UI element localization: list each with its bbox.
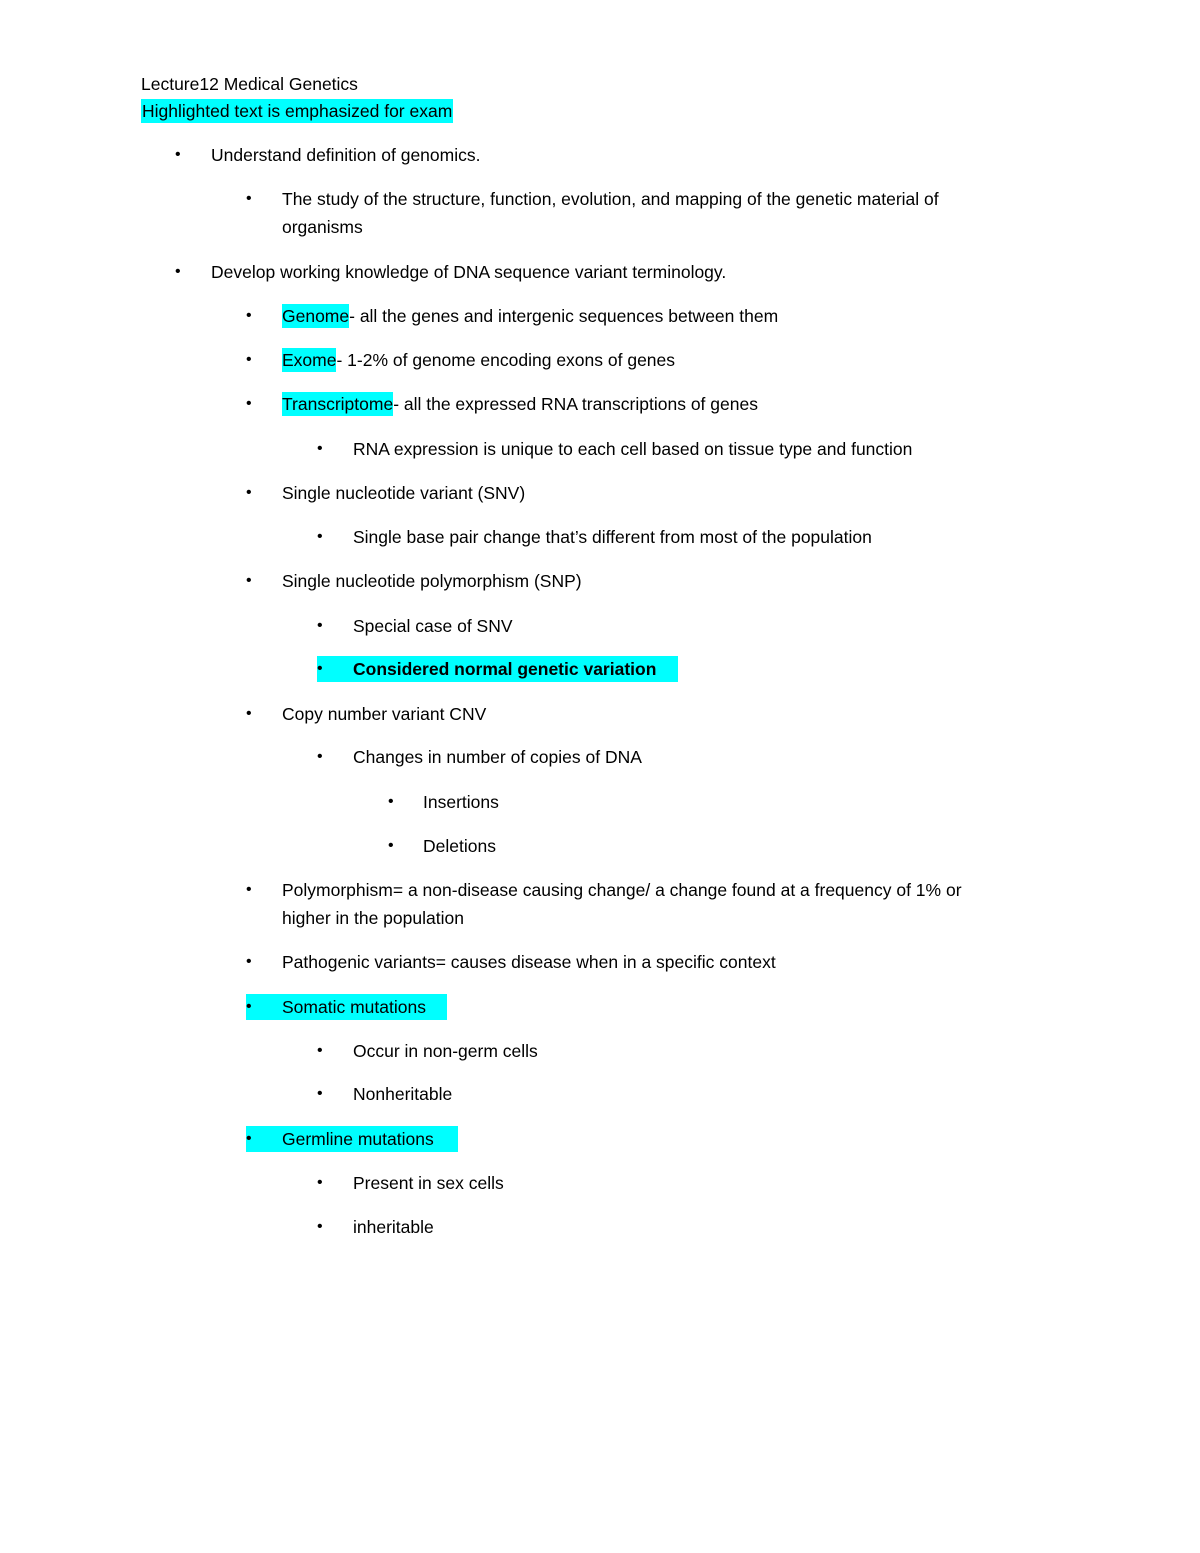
genome-definition: - all the genes and intergenic sequences between them: [349, 306, 779, 326]
rna-note: RNA expression is unique to each cell based on tissue type and function: [353, 439, 913, 459]
bullet: •: [388, 837, 394, 854]
bullet: •: [317, 1042, 323, 1059]
bullet: •: [246, 484, 252, 501]
bullet: •: [317, 748, 323, 765]
polymorphism-line1: Polymorphism= a non-disease causing change/ a change found at a frequency of 1% or: [282, 880, 962, 900]
insertions-item: Insertions: [423, 792, 499, 812]
bullet: •: [246, 881, 252, 898]
bullet: •: [246, 190, 252, 207]
cnv-item: Copy number variant CNV: [282, 704, 487, 724]
exome-item: [282, 349, 675, 371]
bullet: •: [175, 263, 181, 280]
bullet: •: [246, 307, 252, 324]
document-title: Lecture12 Medical Genetics: [141, 74, 358, 94]
bullet: •: [246, 1130, 252, 1147]
snp-item: Single nucleotide polymorphism (SNP): [282, 571, 582, 591]
bullet: •: [317, 528, 323, 545]
genomics-item: Understand definition of genomics.: [211, 145, 481, 165]
somatic-note-1: Occur in non-germ cells: [353, 1041, 538, 1061]
germline-note-1: Present in sex cells: [353, 1173, 504, 1193]
bullet: •: [246, 998, 252, 1015]
snp-note-1: Special case of SNV: [353, 616, 513, 636]
genomics-definition-line2: organisms: [282, 217, 363, 237]
transcriptome-term: Transcriptome: [282, 394, 394, 414]
transcriptome-definition: - all the expressed RNA transcriptions of genes: [393, 394, 758, 414]
bullet: •: [175, 146, 181, 163]
cnv-note: Changes in number of copies of DNA: [353, 747, 642, 767]
bullet: •: [246, 395, 252, 412]
deletions-item: Deletions: [423, 836, 496, 856]
snv-item: Single nucleotide variant (SNV): [282, 483, 526, 503]
germline-item: Germline mutations: [282, 1129, 434, 1149]
transcriptome-item: [282, 393, 758, 415]
genomics-definition-line1: The study of the structure, function, evolution, and mapping of the genetic material of: [282, 189, 939, 209]
somatic-note-2: Nonheritable: [353, 1084, 453, 1104]
somatic-item: Somatic mutations: [282, 997, 426, 1017]
polymorphism-line2: higher in the population: [282, 908, 464, 928]
exome-term: Exome: [282, 350, 337, 370]
exome-definition: - 1-2% of genome encoding exons of genes: [336, 350, 676, 370]
terminology-item: Develop working knowledge of DNA sequence variant terminology.: [211, 262, 727, 282]
highlight-note-text: Highlighted text is emphasized for exam: [142, 101, 453, 121]
bullet: •: [246, 953, 252, 970]
pathogenic-item: Pathogenic variants= causes disease when in a specific context: [282, 952, 776, 972]
snp-note-2: Considered normal genetic variation: [353, 659, 657, 679]
snv-note: Single base pair change that’s different from most of the population: [353, 527, 872, 547]
highlight-note: [141, 100, 453, 122]
bullet: •: [317, 617, 323, 634]
bullet: •: [246, 351, 252, 368]
germline-note-2: inheritable: [353, 1217, 434, 1237]
bullet: •: [246, 572, 252, 589]
bullet: •: [317, 660, 323, 677]
genome-term: Genome: [282, 306, 350, 326]
bullet: •: [317, 1085, 323, 1102]
bullet: •: [317, 440, 323, 457]
bullet: •: [246, 705, 252, 722]
genome-item: [282, 305, 778, 327]
bullet: •: [317, 1218, 323, 1235]
bullet: •: [388, 793, 394, 810]
bullet: •: [317, 1174, 323, 1191]
